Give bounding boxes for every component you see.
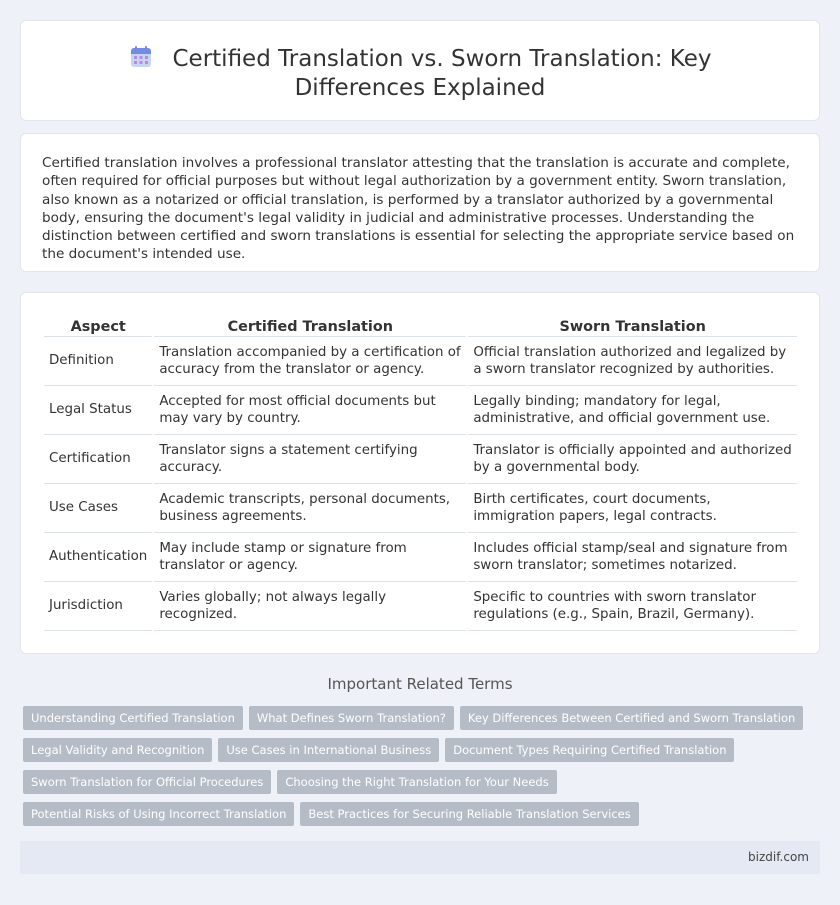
related-term-tag[interactable]: Use Cases in International Business bbox=[218, 738, 439, 762]
comparison-table-card bbox=[20, 292, 820, 654]
table-row bbox=[44, 582, 797, 631]
table-row bbox=[44, 337, 797, 386]
table-row bbox=[44, 435, 797, 484]
row-aspect: Legal Status bbox=[44, 386, 152, 435]
row-certified: Varies globally; not always legally recognized. bbox=[154, 582, 466, 631]
row-sworn: Includes official stamp/seal and signature from sworn translator; sometimes notarized. bbox=[468, 533, 797, 582]
comparison-table bbox=[42, 313, 799, 631]
related-term-tag[interactable]: Choosing the Right Translation for Your Needs bbox=[277, 770, 556, 794]
table-row bbox=[44, 386, 797, 435]
row-certified: Translation accompanied by a certification of accuracy from the translator or agency. bbox=[154, 337, 466, 386]
page-title: Certified Translation vs. Sworn Translation: Key Differences Explained bbox=[172, 46, 712, 101]
header-certified: Certified Translation bbox=[154, 313, 466, 337]
row-certified: Academic transcripts, personal documents, business agreements. bbox=[154, 484, 466, 533]
table-row bbox=[44, 484, 797, 533]
row-certified: Translator signs a statement certifying accuracy. bbox=[154, 435, 466, 484]
row-aspect: Certification bbox=[44, 435, 152, 484]
page-title-wrap bbox=[21, 45, 819, 103]
row-aspect: Definition bbox=[44, 337, 152, 386]
row-sworn: Translator is officially appointed and authorized by a governmental body. bbox=[468, 435, 797, 484]
intro-paragraph: Certified translation involves a professional translator attesting that the translation is accurate and complete, often required for official purposes but without legal authorization by a government entity. Sworn translation, also known as a notarized or official translation, is performed by a translator authorized by a governmental body, ensuring the document's legal validity in judicial and administrative processes. Understanding the distinction between certified and sworn translations is essential for selecting the appropriate service based on the document's intended use. bbox=[42, 155, 795, 263]
related-term-tag[interactable]: Understanding Certified Translation bbox=[23, 706, 243, 730]
footer bbox=[20, 841, 820, 874]
related-term-tag[interactable]: Best Practices for Securing Reliable Translation Services bbox=[300, 802, 638, 826]
table-header-row bbox=[44, 313, 797, 337]
related-term-tag[interactable]: Legal Validity and Recognition bbox=[23, 738, 212, 762]
row-certified: Accepted for most official documents but may vary by country. bbox=[154, 386, 466, 435]
row-aspect: Use Cases bbox=[44, 484, 152, 533]
calendar-icon bbox=[129, 45, 153, 69]
intro-card bbox=[20, 133, 820, 272]
header-sworn: Sworn Translation bbox=[468, 313, 797, 337]
row-sworn: Legally binding; mandatory for legal, administrative, and official government use. bbox=[468, 386, 797, 435]
related-term-tag[interactable]: What Defines Sworn Translation? bbox=[249, 706, 454, 730]
row-sworn: Official translation authorized and legalized by a sworn translator recognized by authorities. bbox=[468, 337, 797, 386]
related-term-tag[interactable]: Potential Risks of Using Incorrect Translation bbox=[23, 802, 294, 826]
footer-brand-link[interactable]: bizdif.com bbox=[748, 850, 809, 864]
row-certified: May include stamp or signature from translator or agency. bbox=[154, 533, 466, 582]
related-term-tag[interactable]: Key Differences Between Certified and Sworn Translation bbox=[460, 706, 803, 730]
related-terms-heading: Important Related Terms bbox=[327, 675, 513, 693]
row-aspect: Jurisdiction bbox=[44, 582, 152, 631]
table-row bbox=[44, 533, 797, 582]
title-card bbox=[20, 20, 820, 121]
header-aspect: Aspect bbox=[44, 313, 152, 337]
related-terms-list bbox=[23, 706, 813, 826]
row-sworn: Specific to countries with sworn translator regulations (e.g., Spain, Brazil, Germany). bbox=[468, 582, 797, 631]
row-aspect: Authentication bbox=[44, 533, 152, 582]
row-sworn: Birth certificates, court documents, immigration papers, legal contracts. bbox=[468, 484, 797, 533]
related-term-tag[interactable]: Sworn Translation for Official Procedures bbox=[23, 770, 271, 794]
related-term-tag[interactable]: Document Types Requiring Certified Translation bbox=[445, 738, 734, 762]
